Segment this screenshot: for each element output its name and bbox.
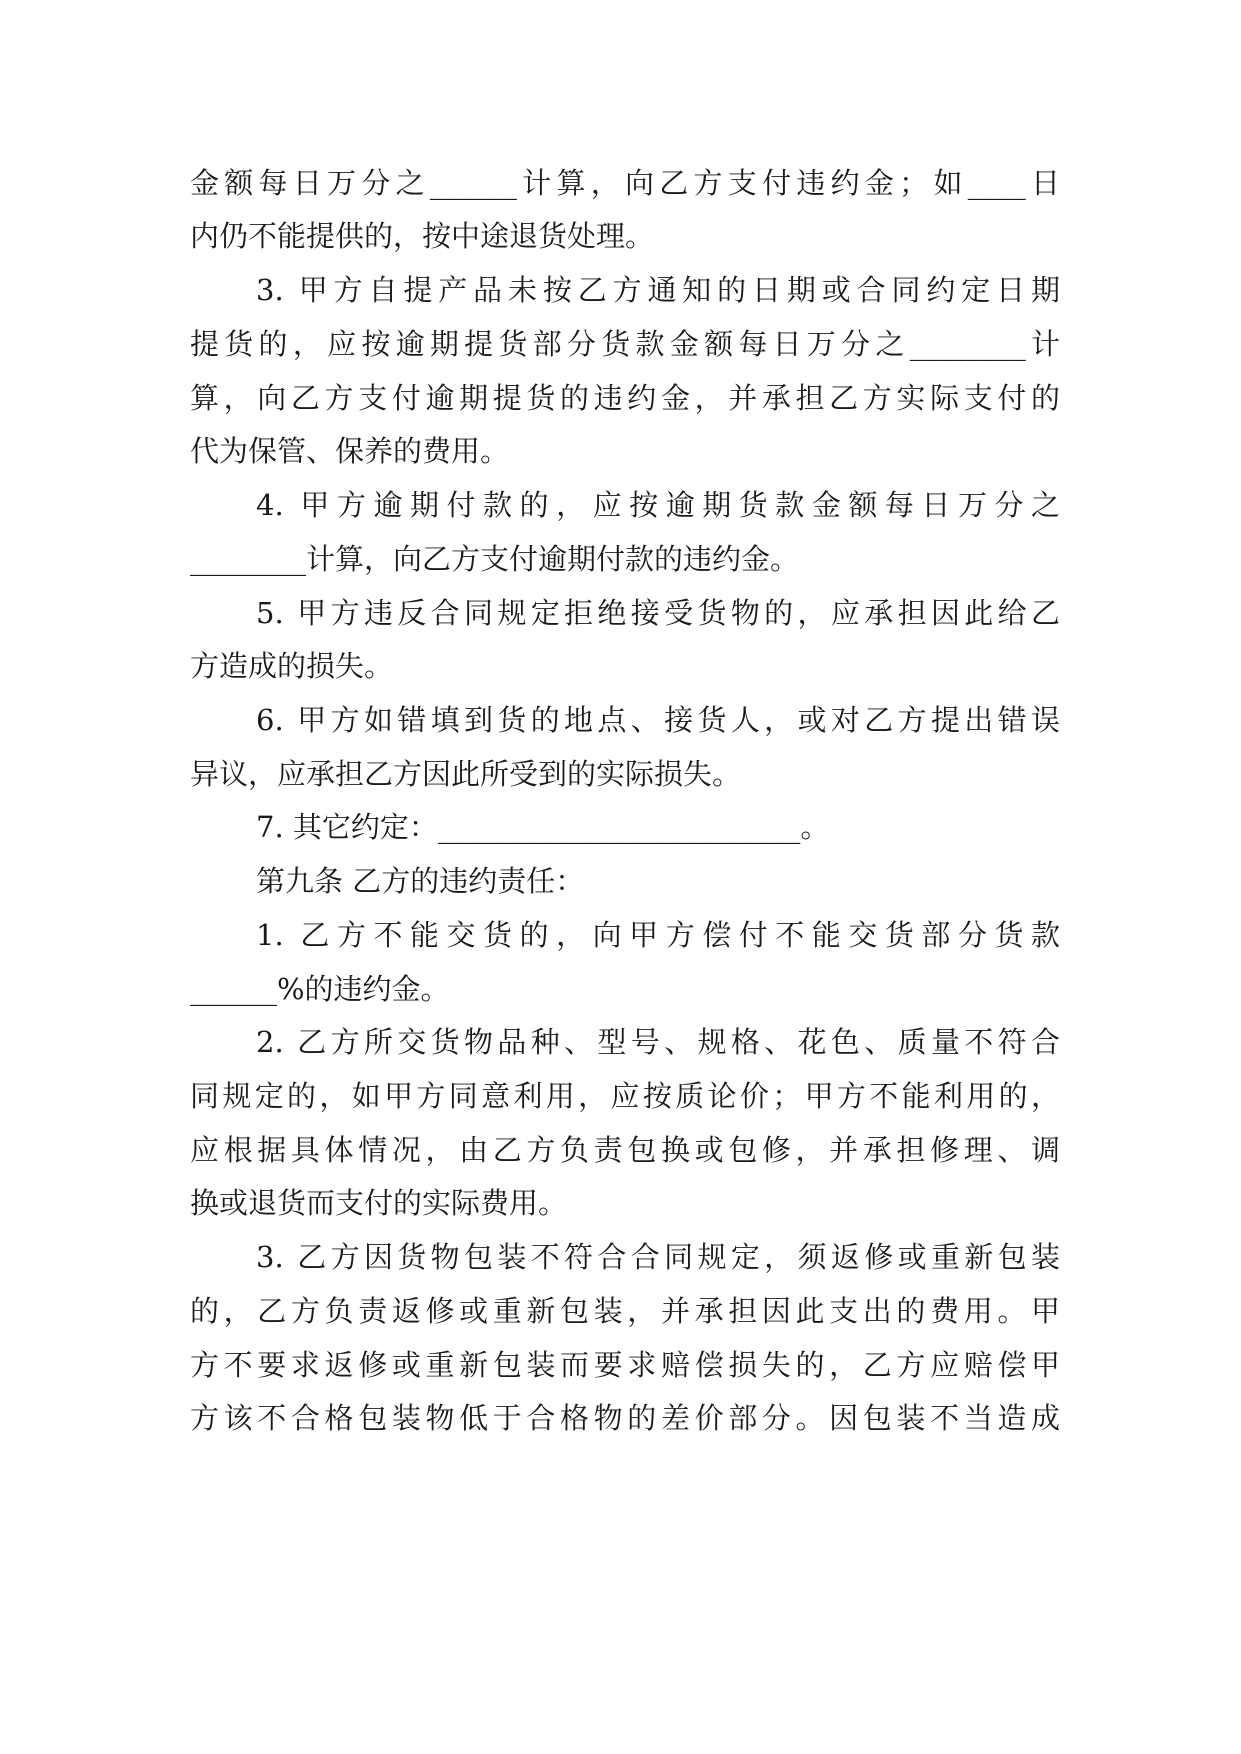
paragraph-line: 算，向乙方支付逾期提货的违约金，并承担乙方实际支付的 [190,381,1060,415]
clause-8-4-line: 4. 甲方逾期付款的，应按逾期货款金额每日万分之 [256,488,1060,522]
paragraph-line: 方不要求返修或重新包装而要求赔偿损失的，乙方应赔偿甲 [190,1348,1060,1382]
paragraph-line: 提货的，应按逾期提货部分货款金额每日万分之________计 [190,327,1060,361]
clause-9-1-line: 1. 乙方不能交货的，向甲方偿付不能交货部分货款 [256,918,1060,952]
paragraph-line: 换或退货而支付的实际费用。 [190,1186,568,1220]
paragraph-line: 应根据具体情况，由乙方负责包换或包修，并承担修理、调 [190,1133,1060,1167]
paragraph-line: 同规定的，如甲方同意利用，应按质论价；甲方不能利用的， [190,1079,1060,1113]
paragraph-line: 异议，应承担乙方因此所受到的实际损失。 [190,757,742,791]
clause-8-6-line: 6. 甲方如错填到货的地点、接货人，或对乙方提出错误 [256,703,1060,737]
paragraph-line: 的，乙方负责返修或重新包装，并承担因此支出的费用。甲 [190,1294,1060,1328]
clause-8-3-line: 3. 甲方自提产品未按乙方通知的日期或合同约定日期 [256,273,1060,307]
article-9-heading: 第九条 乙方的违约责任： [256,864,585,898]
clause-9-3-line: 3. 乙方因货物包装不符合合同规定，须返修或重新包装 [256,1240,1060,1274]
paragraph-line: 方造成的损失。 [190,649,394,683]
clause-8-5-line: 5. 甲方违反合同规定拒绝接受货物的，应承担因此给乙 [256,596,1060,630]
paragraph-line: 代为保管、保养的费用。 [190,434,510,468]
paragraph-line: ________计算，向乙方支付逾期付款的违约金。 [190,542,800,576]
paragraph-line: 方该不合格包装物低于合格物的差价部分。因包装不当造成 [190,1401,1060,1435]
clause-9-2-line: 2. 乙方所交货物品种、型号、规格、花色、质量不符合 [256,1025,1060,1059]
paragraph-line: ______%的违约金。 [190,972,450,1006]
paragraph-line: 内仍不能提供的，按中途退货处理。 [190,219,655,253]
paragraph-line: 金额每日万分之______计算，向乙方支付违约金；如____日 [190,166,1060,200]
clause-8-7-line: 7. 其它约定：_________________________。 [256,810,830,844]
